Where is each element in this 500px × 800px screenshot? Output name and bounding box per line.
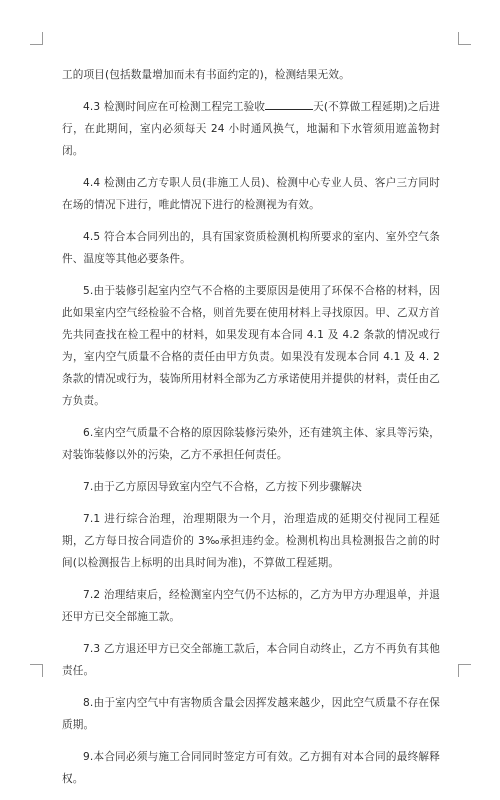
paragraph-4-5: 4.5 符合本合同列出的，具有国家资质检测机构所要求的室内、室外空气条件、温度等其他必要条件。 xyxy=(62,231,440,265)
paragraph-4-4: 4.4 检测由乙方专职人员(非施工人员)、检测中心专业人员、客户三方同时在场的情况下进行，唯此情况下进行的检测视为有效。 xyxy=(62,177,440,211)
paragraph-7-1: 7.1 进行综合治理，治理期限为一个月，治理造成的延期交付视同工程延期，乙方每日按合同造价的 3‰承担违约金。检测机构出具检测报告之前的时间(以检测报告上标明的出具时间为准)，不算做工程延期。 xyxy=(62,513,440,569)
paragraph-9: 9.本合同必须与施工合同同时签定方可有效。乙方拥有对本合同的最终解释权。 xyxy=(62,751,440,785)
crop-mark-top-left xyxy=(30,32,43,45)
clause-4-3-text-before: 4.3 检测时间应在可检测工程完工验收 xyxy=(83,101,266,113)
paragraph-7-3: 7.3 乙方退还甲方已交全部施工款后，本合同自动终止，乙方不再负有其他责任。 xyxy=(62,643,440,677)
paragraph-6: 6.室内空气质量不合格的原因除装修污染外，还有建筑主体、家具等污染，对装饰装修以外的污染，乙方不承担任何责任。 xyxy=(62,427,440,461)
clause-4-3-text-after: 天(不算做工程延期)之后进行，在此期间，室内必须每天 24 小时通风换气，地漏和下水管须用遮盖物封闭。 xyxy=(62,101,440,157)
paragraph-8: 8.由于室内空气中有害物质含量会因挥发越来越少，因此空气质量不存在保质期。 xyxy=(62,697,440,731)
crop-mark-bottom-left xyxy=(30,664,43,677)
paragraph-5: 5.由于装修引起室内空气不合格的主要原因是使用了环保不合格的材料，因此如果室内空气经检验不合格，则首先要在使用材料上寻找原因。甲、乙双方首先共同查找在检工程中的材料，如果发现有本合同 4.1 及 4.2 条款的情况或行为，室内空气质量不合格的责任由甲方负责。如果没有发现本合同 4.1 及 4. 2 条款的情况或行为，装饰所用材料全部为乙方承诺使用并提供的材料，责任由乙方负责。 xyxy=(62,285,440,407)
paragraph-7: 7.由于乙方原因导致室内空气不合格，乙方按下列步骤解决 xyxy=(83,481,362,493)
days-blank-field xyxy=(265,98,313,110)
crop-mark-bottom-right xyxy=(458,664,471,677)
paragraph-7-2: 7.2 治理结束后，经检测室内空气仍不达标的，乙方为甲方办理退单，并退还甲方已交全部施工款。 xyxy=(62,589,440,623)
document-body xyxy=(62,64,440,800)
paragraph-4-3 xyxy=(62,96,440,162)
paragraph-continuation: 工的项目(包括数量增加而未有书面约定的)，检测结果无效。 xyxy=(62,69,350,81)
crop-mark-top-right xyxy=(458,32,471,45)
